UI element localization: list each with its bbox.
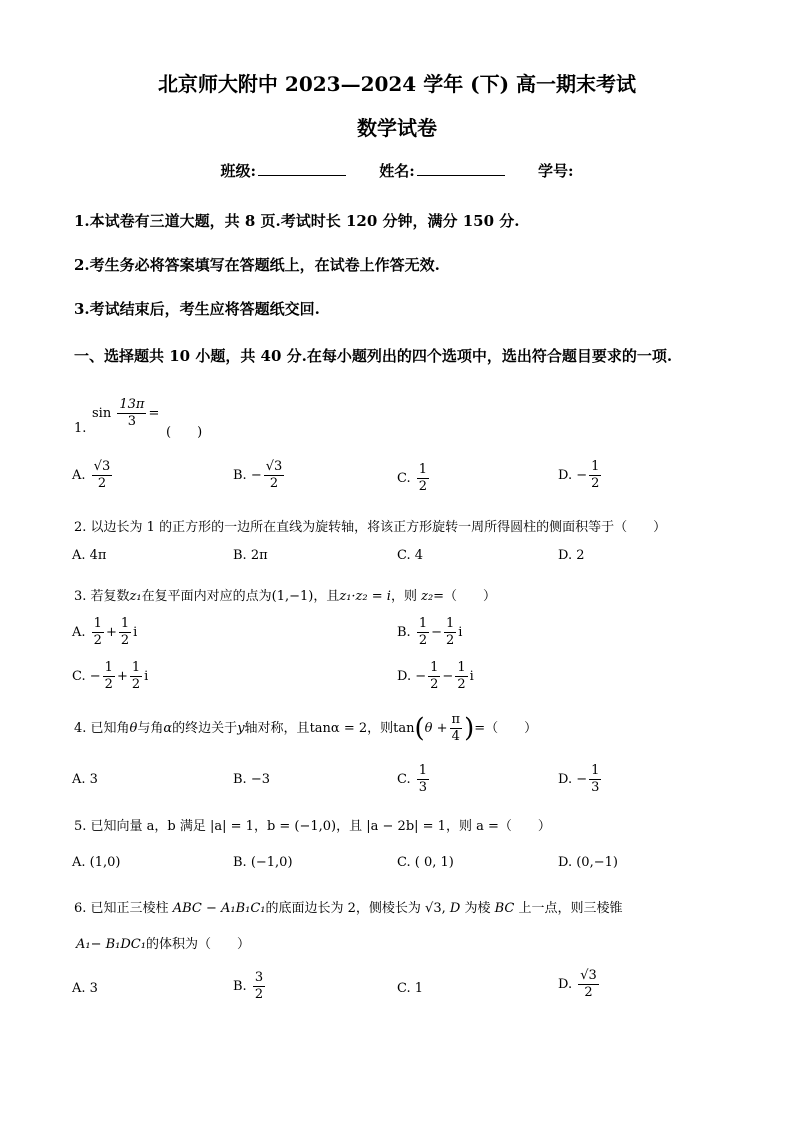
frac-den: 2: [418, 633, 428, 648]
q6-stem-line-1: [74, 897, 623, 916]
q4-equals: =: [474, 721, 486, 736]
frac-num: 1: [457, 660, 466, 675]
option-fraction: [428, 660, 440, 693]
id-label: 学号:: [538, 162, 574, 180]
option-operator: +: [105, 625, 117, 640]
frac-num: √3: [580, 968, 597, 983]
q3-stem: [74, 585, 496, 604]
q4-alpha: α: [163, 721, 173, 736]
section-1-heading: 一、选择题共 10 小题，共 40 分.在每小题列出的四个选项中，选出符合题目要求的一项.: [74, 347, 673, 365]
option-label: B.: [397, 625, 411, 640]
option-operator: −: [442, 669, 454, 684]
frac-num: 1: [430, 660, 439, 675]
q4-right-paren: ): [464, 713, 475, 744]
q3-paren: （ ）: [444, 589, 497, 604]
option-operator: +: [116, 669, 128, 684]
q6-pyramid: A₁− B₁DC₁: [76, 937, 146, 952]
q1-frac-den: 3: [127, 414, 137, 429]
option-fraction: [444, 616, 456, 649]
q4-option-a[interactable]: A. 3: [72, 772, 98, 787]
q6-option-c[interactable]: C. 1: [397, 981, 424, 996]
name-blank[interactable]: [417, 161, 505, 176]
q5-stem: 5. 已知向量 a，b 满足 |a| = 1，b = (−1,0)，且 |a − 2b| = 1，则 a =（ ）: [74, 819, 551, 834]
q6-text: 上一点，则三棱锥: [518, 901, 623, 916]
exam-subtitle: 数学试卷: [357, 116, 437, 140]
frac-den: 2: [93, 633, 102, 648]
student-info-line: [0, 160, 794, 181]
q2-option-c[interactable]: C. 4: [397, 548, 424, 563]
q3-point: (1,−1): [271, 589, 314, 604]
q5-option-d[interactable]: D. (0,−1): [558, 855, 618, 870]
q3-text: ，且: [313, 589, 340, 604]
frac-den: 2: [418, 479, 428, 494]
q5-option-c[interactable]: C. ( 0, 1): [397, 855, 454, 870]
q4-fraction: [450, 712, 463, 745]
option-label: D.: [558, 468, 573, 483]
option-fraction: [578, 968, 599, 1001]
name-label: 姓名:: [379, 162, 415, 180]
q1-expression: [92, 397, 159, 430]
option-label: C.: [397, 471, 411, 486]
q3-text: 在复平面内对应的点为: [141, 589, 272, 604]
q6-text: 为棱: [464, 901, 491, 916]
option-label: D.: [397, 669, 412, 684]
frac-den: 4: [451, 729, 460, 744]
class-label: 班级:: [220, 162, 256, 180]
q6-point-d: D: [449, 901, 461, 916]
q1-option-d[interactable]: [558, 459, 603, 492]
q4-option-c[interactable]: [397, 763, 431, 796]
option-sign: −: [576, 468, 588, 483]
q4-paren: （ ）: [485, 721, 538, 736]
q4-text: 与角: [137, 721, 164, 736]
q3-text: ，则: [390, 589, 417, 604]
option-fraction: [589, 459, 601, 492]
q1-sin: sin: [92, 406, 112, 421]
frac-num: 1: [120, 616, 130, 631]
q6-length: √3,: [425, 901, 446, 916]
option-label: C.: [397, 772, 411, 787]
frac-num: √3: [93, 459, 111, 474]
q6-option-d[interactable]: [558, 968, 601, 1001]
option-fraction: [589, 763, 601, 796]
option-label: C.: [72, 669, 86, 684]
option-sign: −: [250, 468, 262, 483]
frac-num: 1: [418, 462, 428, 477]
q4-text: 4. 已知角: [74, 721, 130, 736]
option-label: A.: [72, 625, 86, 640]
option-fraction: [417, 763, 429, 796]
q1-fraction: [117, 397, 146, 430]
q6-option-a[interactable]: A. 3: [72, 981, 98, 996]
option-imaginary: i: [144, 669, 149, 684]
frac-num: 1: [591, 763, 600, 778]
option-fraction: [119, 616, 131, 649]
frac-den: 2: [120, 633, 130, 648]
frac-den: 3: [591, 780, 600, 795]
q4-theta: θ: [129, 721, 138, 736]
option-fraction: [455, 660, 467, 693]
q6-edge-bc: BC: [494, 901, 515, 916]
frac-den: 2: [104, 677, 113, 692]
q5-option-a[interactable]: A. (1,0): [72, 855, 121, 870]
q3-condition: z₁·z₂ = i: [339, 589, 391, 604]
q3-option-d[interactable]: [397, 660, 474, 693]
q1-frac-num: 13π: [119, 397, 145, 412]
q1-number: 1.: [74, 421, 87, 436]
frac-den: 2: [269, 476, 279, 491]
frac-den: 2: [131, 677, 141, 692]
q2-option-b[interactable]: B. 2π: [233, 548, 268, 563]
class-blank[interactable]: [258, 161, 346, 176]
q4-inner: θ +: [424, 721, 448, 736]
q3-option-a[interactable]: [72, 616, 137, 649]
q6-option-b[interactable]: [233, 970, 267, 1003]
q1-equals: =: [148, 406, 160, 421]
option-label: A.: [72, 468, 86, 483]
q4-tan: tan: [393, 721, 415, 736]
frac-num: √3: [265, 459, 283, 474]
option-operator: −: [431, 625, 443, 640]
q4-y: y: [237, 721, 245, 736]
frac-den: 2: [446, 633, 455, 648]
frac-num: 1: [591, 459, 600, 474]
frac-num: π: [451, 712, 461, 727]
q2-option-a[interactable]: A. 4π: [72, 548, 107, 563]
q1-option-a[interactable]: [72, 459, 114, 492]
frac-den: 3: [418, 780, 428, 795]
q4-left-paren: (: [414, 713, 425, 744]
option-fraction: [253, 970, 265, 1003]
note-2: 2.考生务必将答案填写在答题纸上，在试卷上作答无效.: [74, 256, 440, 274]
option-label: D.: [558, 772, 573, 787]
q2-stem: 2. 以边长为 1 的正方形的一边所在直线为旋转轴，将该正方形旋转一周所得圆柱的侧面积等于（ ）: [74, 520, 667, 535]
option-imaginary: i: [458, 625, 463, 640]
q4-option-b[interactable]: B. −3: [233, 772, 270, 787]
option-fraction: [92, 459, 113, 492]
option-fraction: [417, 462, 429, 495]
frac-num: 1: [93, 616, 102, 631]
q1-option-c[interactable]: [397, 462, 431, 495]
q6-prism: ABC − A₁B₁C₁: [172, 901, 266, 916]
frac-num: 1: [104, 660, 113, 675]
note-1: 1.本试卷有三道大题，共 8 页.考试时长 120 分钟，满分 150 分.: [74, 212, 520, 230]
q4-stem: [74, 712, 537, 745]
frac-den: 2: [430, 677, 439, 692]
q1-paren: ( ): [166, 425, 203, 440]
option-imaginary: i: [133, 625, 138, 640]
frac-den: 2: [97, 476, 107, 491]
option-sign: −: [576, 772, 588, 787]
q6-text: 6. 已知正三棱柱: [74, 901, 169, 916]
frac-num: 3: [254, 970, 264, 985]
option-fraction: [92, 616, 104, 649]
option-sign: −: [89, 669, 101, 684]
q6-stem-line-2: [76, 933, 250, 952]
q1-option-b[interactable]: [233, 459, 286, 492]
frac-num: 1: [446, 616, 455, 631]
option-fraction: [417, 616, 429, 649]
frac-num: 1: [131, 660, 141, 675]
frac-den: 2: [584, 985, 593, 1000]
q5-option-b[interactable]: B. (−1,0): [233, 855, 293, 870]
option-imaginary: i: [469, 669, 474, 684]
q2-option-d[interactable]: D. 2: [558, 548, 585, 563]
q4-text: 轴对称，且: [244, 721, 310, 736]
q3-z1: z₁: [129, 589, 142, 604]
q4-condition: tanα = 2: [309, 721, 368, 736]
q3-text: 3. 若复数: [74, 589, 130, 604]
note-3: 3.考试结束后，考生应将答题纸交回.: [74, 300, 320, 318]
q6-text: 的体积为（ ）: [145, 937, 250, 952]
option-fraction: [130, 660, 142, 693]
q4-option-d[interactable]: [558, 763, 603, 796]
frac-den: 2: [254, 987, 264, 1002]
option-label: D.: [558, 977, 573, 992]
q3-option-c[interactable]: [72, 660, 148, 693]
option-label: B.: [233, 468, 247, 483]
q3-z2: z₂=: [421, 589, 445, 604]
frac-den: 2: [591, 476, 600, 491]
option-sign: −: [415, 669, 427, 684]
frac-num: 1: [418, 763, 428, 778]
frac-num: 1: [418, 616, 428, 631]
q3-option-b[interactable]: [397, 616, 462, 649]
q4-text: ，则: [367, 721, 394, 736]
frac-den: 2: [457, 677, 466, 692]
option-fraction: [264, 459, 285, 492]
q6-text: 的底面边长为 2，侧棱长为: [265, 901, 421, 916]
q4-text: 的终边关于: [172, 721, 238, 736]
option-label: B.: [233, 979, 247, 994]
option-fraction: [103, 660, 115, 693]
exam-title: 北京师大附中 2023—2024 学年 (下) 高一期末考试: [157, 72, 637, 96]
